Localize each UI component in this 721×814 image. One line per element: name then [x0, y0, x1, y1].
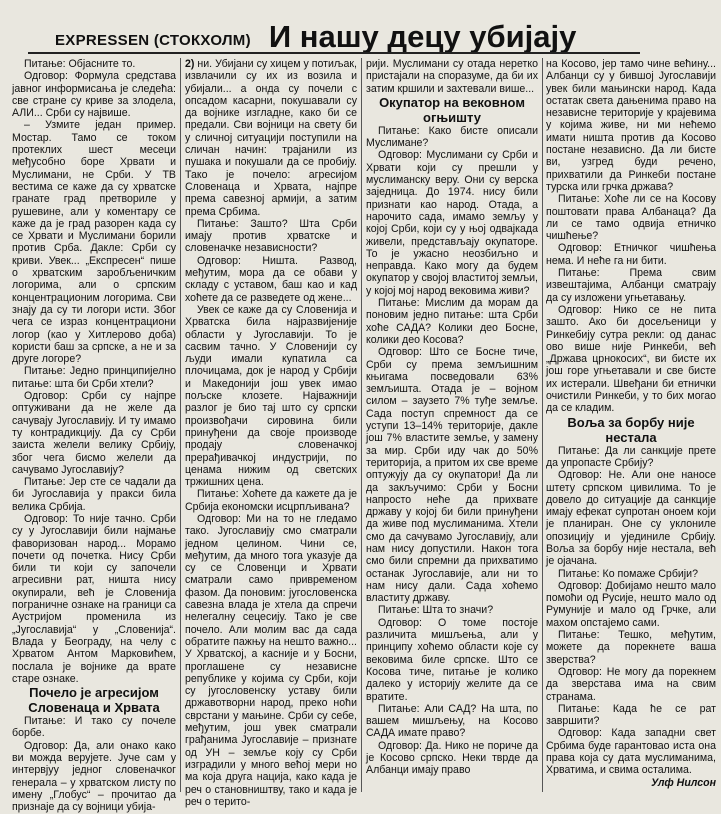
paragraph: Одговор: Ми на то не гледамо тако. Југославију смо сматрали једном целином. Чини се, међутим, да много тога указује да су се Словенци и Хрвати сматрали само привременом фазом. Да поновим: југословенска савезна влада је хтела да спречи нелегалну сецесију. Тако је све почело. Али молим вас да сада обратите пажњу на нешто важно... У Хрватској, а касније и у Босни, проглашене су независне републике у којима су Срби, који су југословенску уставу били државотворни народ, преко ноћи сврстани у мањине. Срби су себе, међутим, још увек сматрали грађанима Југославије – признате од УН – земље коју су Срби изградили у много већој мери но ма која друга нација, како када је реч о становништву, тако и када је реч о терито- [185, 512, 357, 808]
subheading: Воља за борбу није нестала [567, 414, 695, 445]
author-signature: Улф Нилсон [651, 776, 716, 789]
column-separator [542, 58, 543, 792]
article-header [55, 14, 655, 54]
paragraph: Питање: Када ће се рат завршити? [546, 702, 716, 728]
page-marker: 2) [185, 58, 195, 70]
paragraph: рији. Муслимани су отада неретко пристајали на споразуме, да би их затим кршили и захтевали више... [366, 58, 538, 95]
paragraph: Одговор: Да. Нико не пориче да је Косово српско. Неки тврде да Албанци имају право [366, 739, 538, 777]
paragraph: Одговор: Да, али онако како ви можда верујете. Јуче сам у интервјуу једног словеначког генерала – у хрватском листу по имену „Глобус“ – прочитао да признаје да су војници убија- [12, 739, 176, 814]
paragraph: Питање: Тешко, међутим, можете да порекнете ваша зверства? [546, 629, 716, 666]
paragraph: Питање: И тако су почеле борбе. [12, 715, 176, 740]
paragraph: – Узмите један пример. Мостар. Тамо се током протеклих шест месеци међусобно боре Хрвати и Муслимани, не Срби. У ТВ вестима се каже да су хрватске гранате град претвориле у рушевине, али у коментару се каже да је град разорен када су се Хрвати и Муслимани борили против Срба. Дакле: Срби су криви. Увек... „Експресен“ пише о хрватским заробљеничким логорима, али о српским концентрационим логорима. Сви знају да су ти логори исти. Због чега се израз концентрациони логор (као у Хитлерово доба) користи баш за српске, а не и за друге логоре? [12, 119, 176, 366]
paragraph: Питање: Јер сте се чадали да би Југославија у пракси била велика Србија. [12, 476, 176, 513]
paragraph: Питање: Хоћете да кажете да је Србија економски исцрпљивана? [185, 488, 357, 513]
paragraph: Одговор: О томе постоје различита мишљења, али у принципу хоћемо области које су вековима биле српске. Што се Косова тиче, питање је колико далеко у историју желите да се вратите. [366, 616, 538, 703]
paragraph: Одговор: Добијамо нешто мало помоћи од Русије, нешто мало од Румуније и мало од Грчке, али махом опстајемо сами. [546, 579, 716, 629]
paragraph: Одговор: Нико се не пита зашто. Ако би досељеници у Ринкебију сутра рекли: од данас ово више није Ринкеби, већ „Држава црнокосих“, ви бисте их још горе угњетавали и све бисте их истерали. Швеђани би етнички очистили Ринкеби, у то бих могао да се кладим. [546, 303, 716, 415]
paragraph: на Косово, јер тамо чине већину... Албанци су у бившој Југославији увек били мањински народ. Када остатак света дањенима право на независне територије у крајевима у којима живе, ни ми нећемо имати ништа против да Косово постане независно. Да ли бисте ви, узгред буди речено, прихватили да Ринкеби постане турска или грчка држава? [546, 58, 716, 193]
column-separator [361, 58, 362, 792]
source-label: EXPRESSEN (СТОКХОЛМ) [55, 32, 251, 49]
column-2 [185, 58, 357, 808]
paragraph: Одговор: Формула средстава јавног информисања је следећа: све стране су криве за злодела, АЛИ... Срби су највише. [12, 70, 176, 120]
paragraph: Одговор: Етничког чишћења нема. И неће га ни бити. [546, 242, 716, 267]
column-4 [546, 58, 716, 796]
paragraph: 2) ни. Убијани су хицем у потиљак, извлачили су их из возила и убијали... а онда су почели с опсадом касарни, покушавали су да војнике изгладне, како би се предали. Сви војници на свету би у сличној ситуацији поступили на сличан начин: трајанили из пушака и покушали да се пробију. Тако је почело: агресијом Словенаца и Хрвата, најпре према савезној армији, а затим према Србима. [185, 58, 357, 218]
subheading: Почело је агресијом Словенаца и Хрвата [28, 685, 160, 716]
paragraph: Питање: Хоће ли се на Косову поштовати права Албанаца? Да ли се тамо одвија етничко чишћење? [546, 193, 716, 243]
column-separator [180, 58, 181, 792]
paragraph: Одговор: Када западни свет Србима буде гарантовао иста она права која су дата муслиманима, Хрватима, и свима осталима. [546, 727, 716, 777]
article-title: И нашу децу убијају [268, 19, 577, 54]
paragraph: Одговор: Не могу да порекнем да зверстава има на свим странама. [546, 665, 716, 703]
paragraph: Питање: Шта то значи? [378, 604, 494, 617]
header-rule [28, 52, 640, 54]
paragraph: Одговор: Муслимани су Срби и Хрвати који су прешли у муслиманску веру. Они су верска заједница. До 1974. нису били признати као народ. Отада, а нарочито сада, имамо земљу у којој Срби, који су у њој одвајкада живели, представљају окупаторе. То је ужасно неозбиљно и неправда. Како могу да будем окупатор у својој властитој земљи, у којој мој народ вековима живи? [366, 149, 538, 297]
paragraph: Одговор: Срби су најпре оптуживани да не желе да сачувају Југославију. И ту имамо ту контрадикцију. Да су Срби заиста желели велику Србију, због чега бисмо желели да сачувамо Југославију? [12, 390, 176, 476]
paragraph: Питање: Објасните то. [24, 58, 136, 70]
paragraph: Одговор: Ништа. Развод, међутим, мора да се обави у складу с уставом, баш као и кад хоћете да се разведете од жене... [185, 254, 357, 304]
paragraph: Питање: Да ли санкције прете да упропасте Србију? [546, 444, 716, 469]
column-3 [366, 58, 538, 796]
paragraph: Питање: Како бисте описали Муслимане? [366, 124, 538, 150]
subheading: Окупатор на вековном огњишту [379, 94, 525, 125]
column-1 [12, 58, 176, 814]
paragraph: Питање: Али САД? На шта, по вашем мишљењу, на Косово САДА имате право? [366, 702, 538, 740]
paragraph: Питање: Зашто? Шта Срби имају против хрватске и словеначке независности? [185, 217, 357, 255]
paragraph: Питање: Ко помаже Србији? [558, 567, 698, 580]
paragraph: Питање: Мислим да морам да поновим једно питање: шта Срби хоће САДА? Колики део Босне, колики део Косова? [366, 297, 538, 346]
paragraph: Одговор: Не. Али оне наносе штету српском цивилима. То је довело до ситуације да санкције имају ефекат супротан оноем који је планиран. Оне су уклониле опозицију и ујединиле Србију. Воља за борбу није нестала, већ је ојачана. [546, 469, 716, 568]
paragraph: Одговор: То није тачно. Срби су у Југославији били најмање фаворизован народ... Морамо почети од почетка. Нису Срби били ти који су започели агресивни рат, ништа нису окупирали, већ је Словенија пограничне ознаке на граници са Аустријом променила из „Југославија“ у „Словенија“. Влада у Београду, на челу с Хрватом Антом Марковићем, послала је војнике да врате старе ознаке. [12, 512, 176, 685]
paragraph: Питање: Једно принципијелно питање: шта би Срби хтели? [12, 365, 176, 390]
paragraph: Увек се каже да су Словенија и Хрватска била најразвијеније области у Југославији. То је сасвим тачно. У Словенији су људи имали купатила са плочицама, док је народ у Србији и Македонији још увек имао пољске клозете. Најважнији разлог је био тај што су српски произвођачи сировина били принуђени да своје производе продају словеначкој прерађивачкој индустрији, по ценама нижим од светских тржишних цена. [185, 303, 357, 489]
paragraph: Одговор: Што се Босне тиче, Срби су према земљишним књигама посведовали 63% земљишта. Отада је – војном силом – заузето 7% туђе земље. Сада поступ спремност да се уступи 13–14% територије, дакле још 7% властите земље, у замену за мир. Срби иду чак до 50% територија, а притом их све време оптужују да су окупатори! Да ли да закључимо: Срби у Босни напросто неће да прихвате државу у којој би били принуђени да живе под муслиманима. Хтели смо да сачувамо Југославију, али нам нису допустили. Након тога смо били спремни да прихватимо останак Југославије, али ни то нам нису дали. Сада хоћемо властиту државу. [366, 346, 538, 605]
paragraph: Питање: Према свим извештајима, Албанци сматрају да су изложени угњетавању. [546, 267, 716, 304]
